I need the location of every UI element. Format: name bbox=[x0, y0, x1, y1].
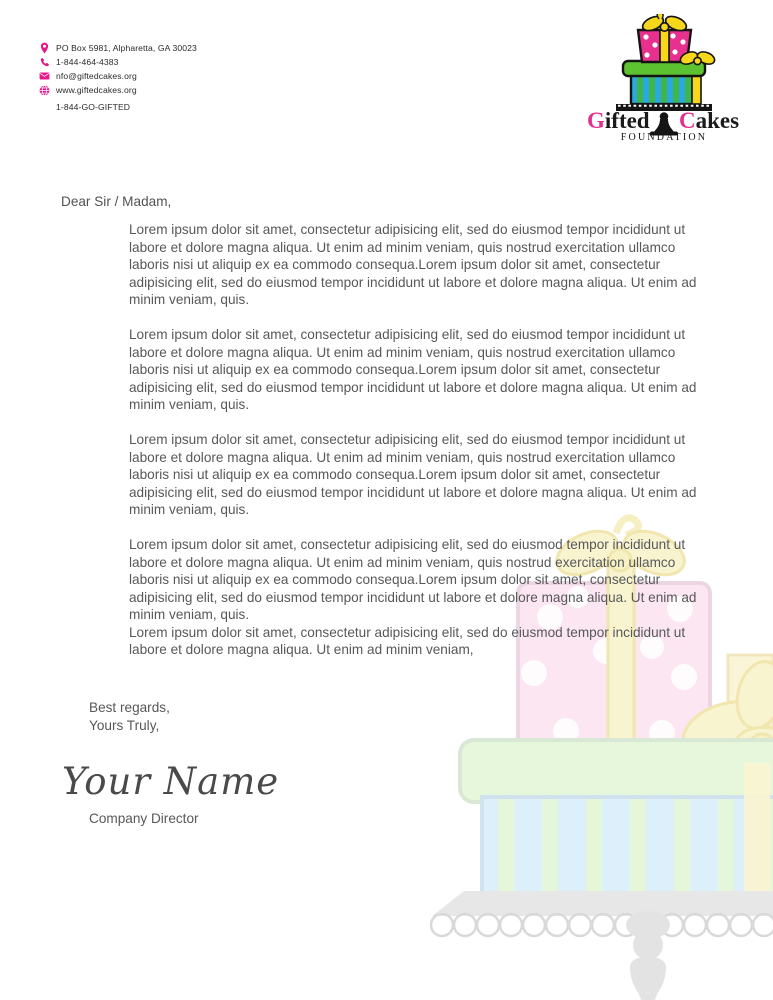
paragraph-2: Lorem ipsum dolor sit amet, consectetur adipisicing elit, sed do eiusmod tempor incididunt ut labore et dolore magna aliqua. Ut enim ad minim veniam, quis nostrud exercitation ullamco laboris nisi ut aliquip ex ea commodo consequa.Lorem ipsum dolor sit amet, consectetur adipisicing elit, sed do eiusmod tempor incididunt ut labore et dolore magna aliqua. Ut enim ad minim veniam, quis. bbox=[129, 326, 697, 413]
closing-yours: Yours Truly, bbox=[89, 717, 160, 733]
globe-icon bbox=[38, 85, 51, 96]
logo-word-cakes: Cakes bbox=[679, 108, 740, 133]
logo-word-gifted: Gifted bbox=[587, 108, 650, 133]
contact-block bbox=[38, 41, 197, 114]
contact-row-tollfree bbox=[38, 100, 197, 114]
website-text: www.giftedcakes.org bbox=[56, 85, 137, 95]
paragraph-4: Lorem ipsum dolor sit amet, consectetur adipisicing elit, sed do eiusmod tempor incididunt ut labore et dolore magna aliqua. Ut enim ad minim veniam, quis nostrud exercitation ullamco laboris nisi ut aliquip ex ea commodo consequa.Lorem ipsum dolor sit amet, consectetur adipisicing elit, sed do eiusmod tempor incididunt ut labore et dolore magna aliqua. Ut enim ad minim veniam, quis. bbox=[129, 536, 697, 623]
contact-row-phone bbox=[38, 55, 197, 69]
signer-title: Company Director bbox=[89, 811, 199, 826]
gifted-cakes-logo bbox=[585, 14, 743, 142]
letter-body bbox=[129, 221, 712, 659]
closing-block bbox=[89, 699, 170, 734]
closing-regards: Best regards, bbox=[89, 700, 170, 715]
logo-subtitle: FOUNDATION bbox=[620, 132, 708, 142]
phone-text: 1-844-464-4383 bbox=[56, 57, 119, 67]
email-text: nfo@giftedcakes.org bbox=[56, 71, 137, 81]
paragraph-5: Lorem ipsum dolor sit amet, consectetur adipisicing elit, sed do eiusmod tempor incididunt ut labore et dolore magna aliqua. Ut enim ad minim veniam, bbox=[129, 624, 686, 658]
phone-icon bbox=[38, 57, 51, 67]
address-text: PO Box 5981, Alpharetta, GA 30023 bbox=[56, 43, 197, 53]
contact-row-website bbox=[38, 83, 197, 97]
signature-script: Your Name bbox=[62, 760, 280, 803]
location-pin-icon bbox=[38, 42, 51, 54]
tollfree-text: 1-844-GO-GIFTED bbox=[56, 102, 131, 112]
envelope-icon bbox=[38, 72, 51, 80]
contact-row-email bbox=[38, 69, 197, 83]
paragraph-1: Lorem ipsum dolor sit amet, consectetur adipisicing elit, sed do eiusmod tempor incididunt ut labore et dolore magna aliqua. Ut enim ad minim veniam, quis nostrud exercitation ullamco laboris nisi ut aliquip ex ea commodo consequa.Lorem ipsum dolor sit amet, consectetur adipisicing elit, sed do eiusmod tempor incididunt ut labore et dolore magna aliqua. Ut enim ad minim veniam, quis. bbox=[129, 222, 697, 308]
contact-row-address bbox=[38, 41, 197, 55]
paragraph-3: Lorem ipsum dolor sit amet, consectetur adipisicing elit, sed do eiusmod tempor incididunt ut labore et dolore magna aliqua. Ut enim ad minim veniam, quis nostrud exercitation ullamco laboris nisi ut aliquip ex ea commodo consequa.Lorem ipsum dolor sit amet, consectetur adipisicing elit, sed do eiusmod tempor incididunt ut labore et dolore magna aliqua. Ut enim ad minim veniam, quis. bbox=[129, 431, 697, 518]
salutation: Dear Sir / Madam, bbox=[61, 194, 172, 209]
